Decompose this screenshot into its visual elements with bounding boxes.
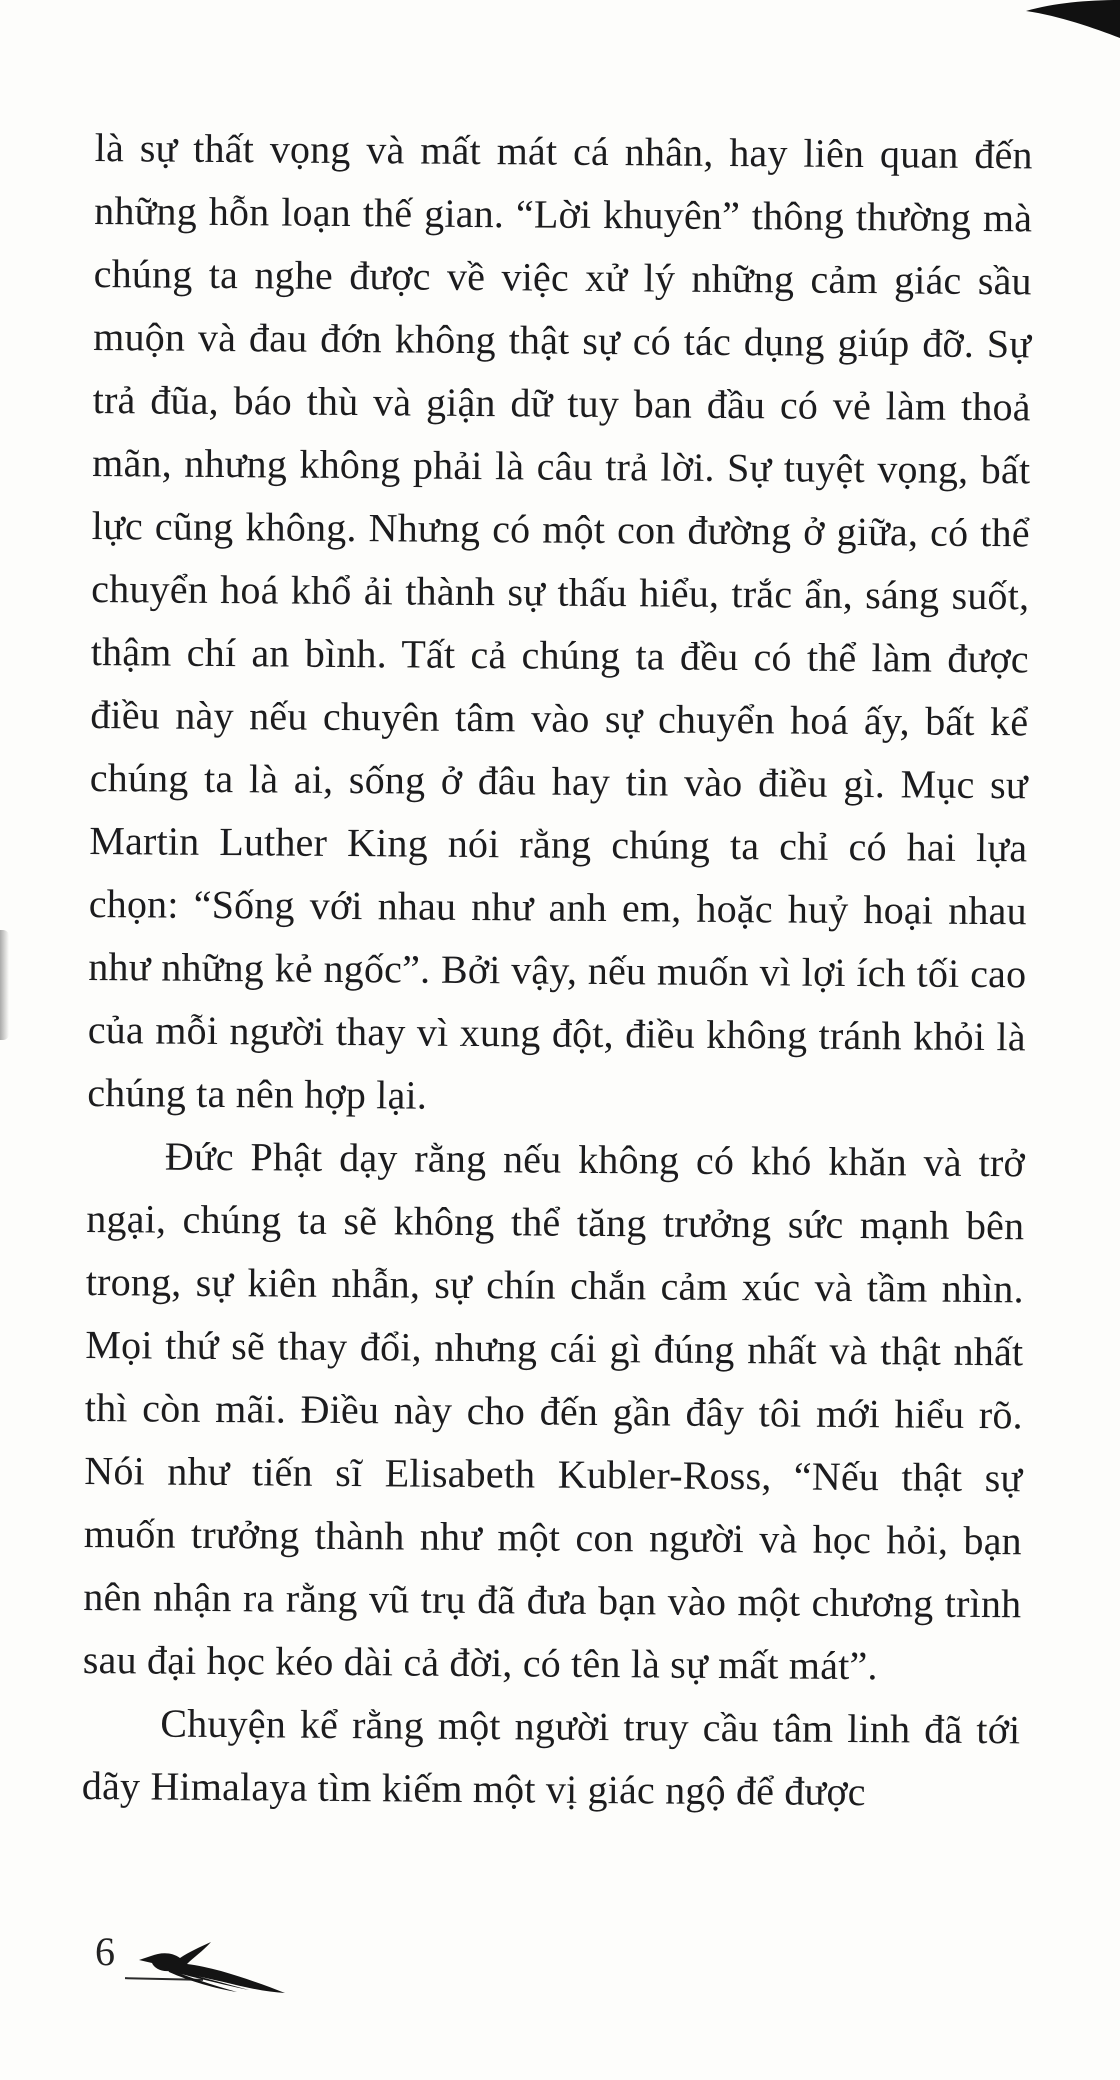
page-number: 6 [95,1929,115,1974]
page-corner-mark-icon [1024,0,1120,52]
paragraph-3: Chuyện kể rằng một người truy cầu tâm linh đã tới dãy Himalaya tìm kiếm một vị giác ngộ để được [81,1700,1021,1815]
paragraph-1: là sự thất vọng và mất mát cá nhân, hay liên quan đến những hỗn loạn thế gian. “Lời khuyên” thông thường mà chúng ta nghe được về việc xử lý những cảm giác sầu muộn và đau đớn không thật sự có tác dụng giúp đỡ. Sự trả đũa, báo thù và giận dữ tuy ban đầu có vẻ làm thoả mãn, nhưng không phải là câu trả lời. Sự tuyệt vọng, bất lực cũng không. Nhưng có một con đường ở giữa, có thể chuyển hoá khổ ải thành sự thấu hiểu, trắc ẩn, sáng suốt, thậm chí an bình. Tất cả chúng ta đều có thể làm được điều này nếu chuyên tâm vào sự chuyển hoá ấy, bất kể chúng ta là ai, sống ở đâu hay tin vào điều gì. Mục sư Martin Luther King nói rằng chúng ta chỉ có hai lựa chọn: “Sống với nhau như anh em, hoặc huỷ hoại nhau như những kẻ ngốc”. Bởi vậy, nếu muốn vì lợi ích tối cao của mỗi người thay vì xung đột, điều không tránh khỏi là chúng ta nên hợp lại. [87,124,1033,1118]
page-text [82,116,1033,1824]
bird-sketch-icon [137,1932,287,1994]
scan-artifact [0,930,9,1040]
page-footer [95,1922,395,2002]
paragraph-2: Đức Phật dạy rằng nếu không có khó khăn và trở ngại, chúng ta sẽ không thể tăng trưởng sức mạnh bên trong, sự kiên nhẫn, sự chín chắn cảm xúc và tầm nhìn. Mọi thứ sẽ thay đổi, nhưng cái gì đúng nhất và thật nhất thì còn mãi. Điều này cho đến gần đây tôi mới hiểu rõ. Nói như tiến sĩ Elisabeth Kubler-Ross, “Nếu thật sự muốn trưởng thành như một con người và học hỏi, bạn nên nhận ra rằng vũ trụ đã đưa bạn vào một chương trình sau đại học kéo dài cả đời, có tên là sự mất mát”. [82,1133,1025,1689]
